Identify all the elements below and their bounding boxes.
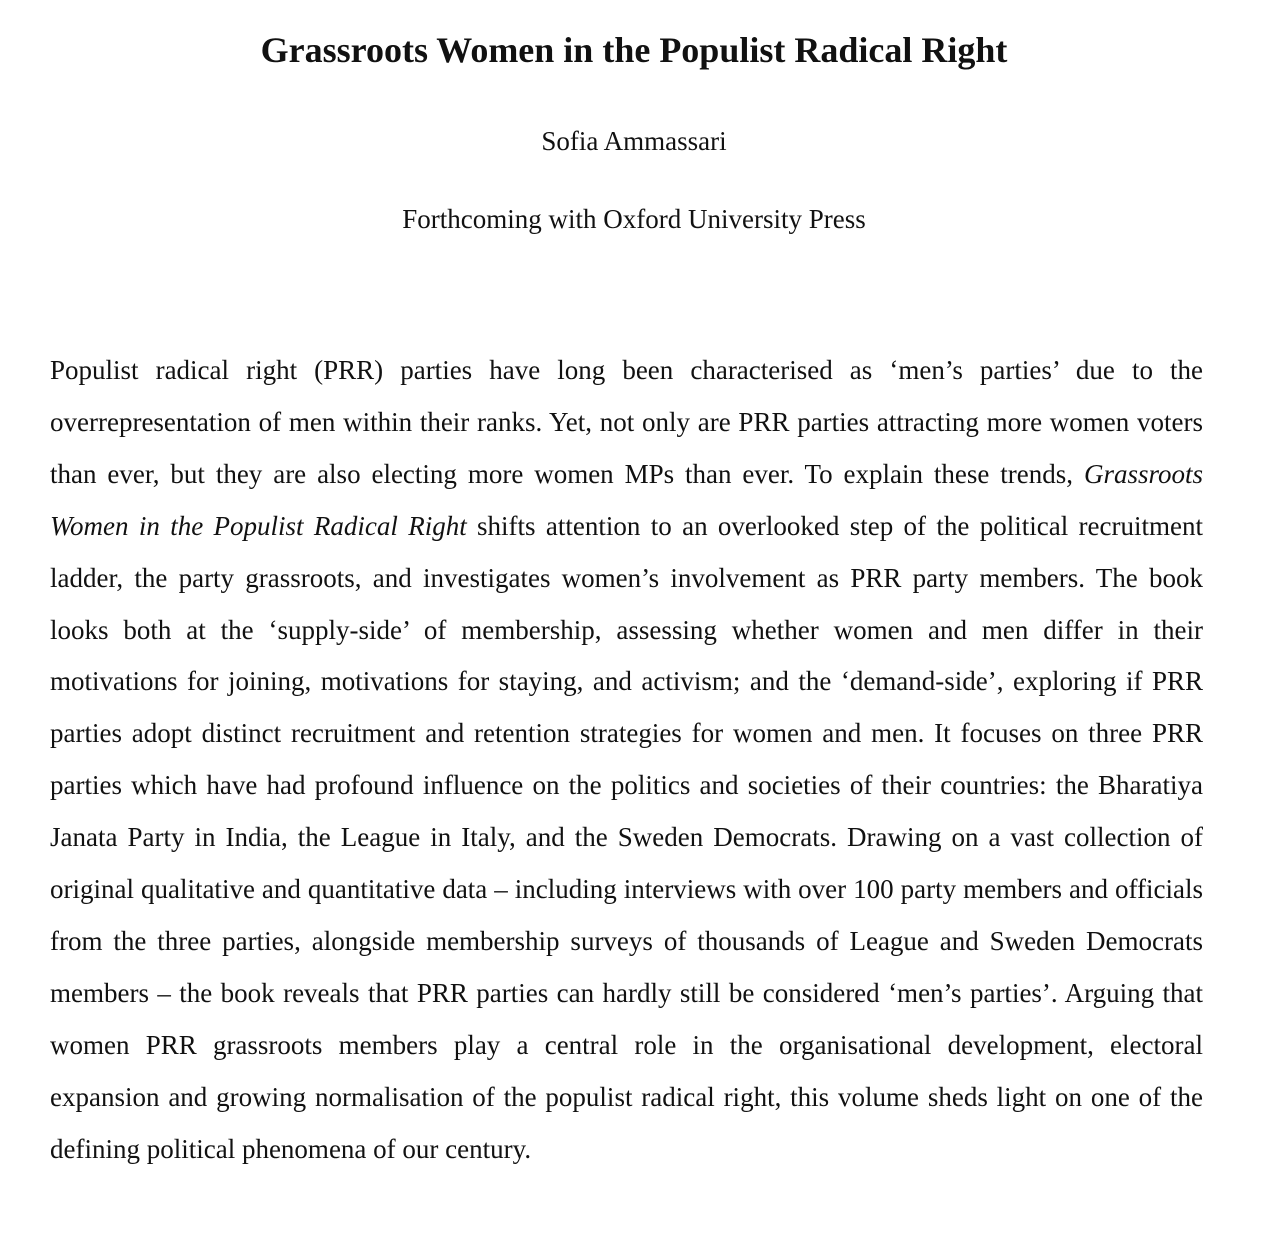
abstract-text-part2: shifts attention to an overlooked step of the political recruitment ladder, the party grassroots, and investigates women’s involvement as PRR party members. The book looks both at the ‘supply-side’ of membership, assessing whether women and men differ in their motivations for joining, motivations for staying, and activism; and the ‘demand-side’, exploring if PRR parties adopt distinct recruitment and retention strategies for women and men. It focuses on three PRR parties which have had profound influence on the politics and societies of their countries: the Bharatiya Janata Party in India, the League in Italy, and the Sweden Democrats. Drawing on a vast collection of original qualitative and quantitative data – including interviews with over 100 party members and officials from the three parties, alongside membership surveys of thousands of League and Sweden Democrats members – the book reveals that PRR parties can hardly still be considered ‘men’s parties’. Arguing that women PRR grassroots members play a central role in the organisational development, electoral expansion and growing normalisation of the populist radical right, this volume sheds light on one of the defining political phenomena of our century. (50, 510, 1203, 1164)
abstract-book-title: Grassroots Women in the Populist Radical Right (50, 458, 1203, 541)
author-name: Sofia Ammassari (541, 126, 727, 156)
document-title: Grassroots Women in the Populist Radical Right (260, 30, 1008, 70)
abstract-text-part1: Populist radical right (PRR) parties have long been characterised as ‘men’s parties’ due to the overrepresentation of men within their ranks. Yet, not only are PRR parties attracting more women voters than ever, but they are also electing more women MPs than ever. To explain these trends, (50, 355, 1203, 489)
publisher-note: Forthcoming with Oxford University Press (402, 204, 866, 234)
abstract-paragraph (50, 345, 1203, 1176)
